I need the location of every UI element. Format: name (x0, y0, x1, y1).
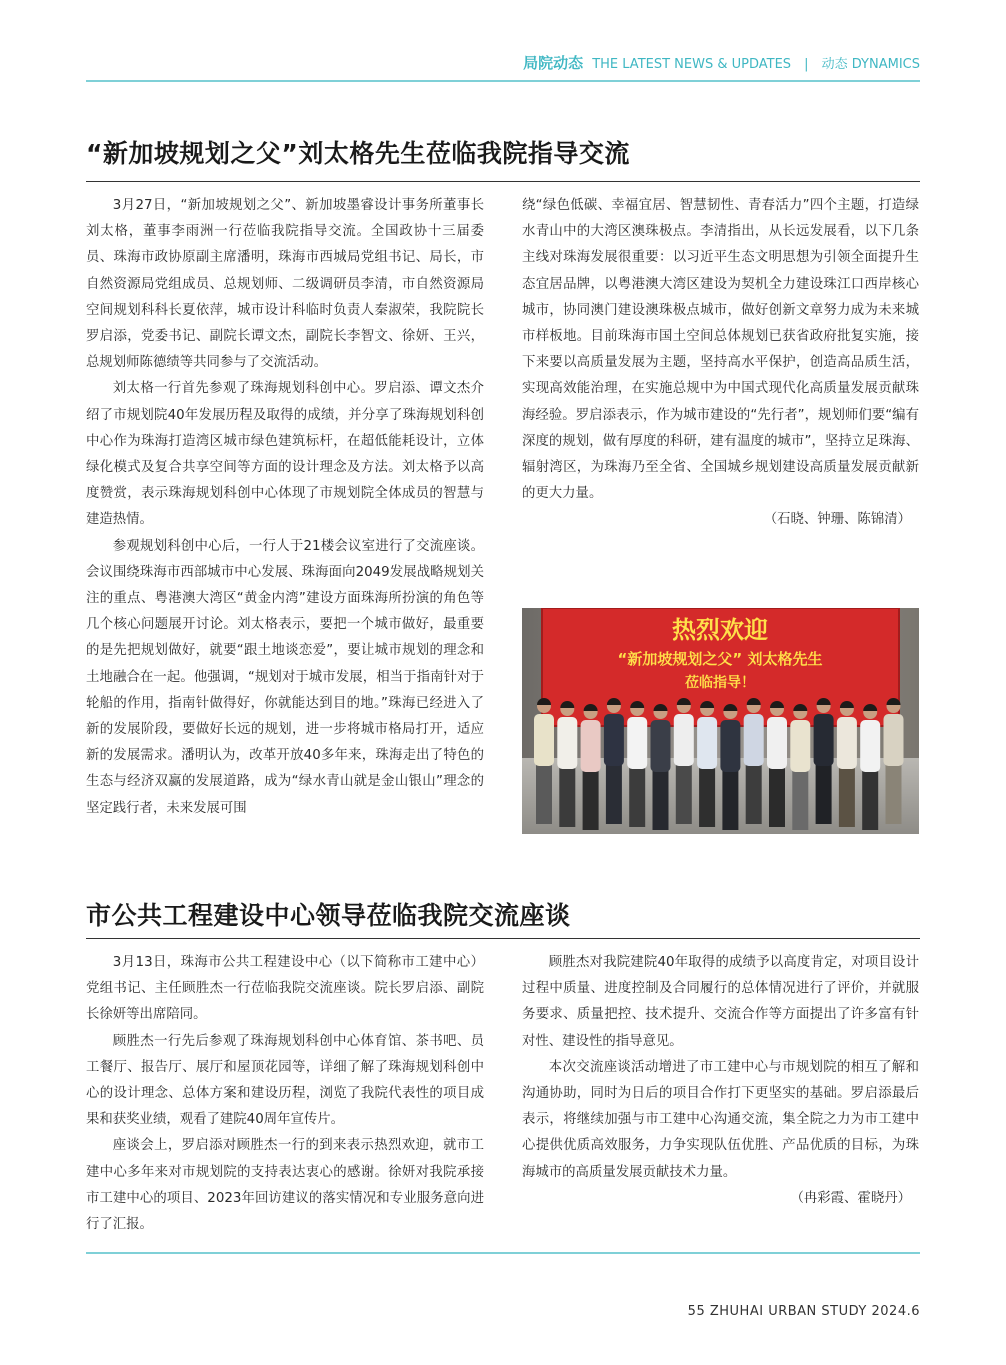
person-figure (674, 698, 694, 824)
article1-left-column (86, 193, 484, 822)
article1-paragraph: 刘太格一行首先参观了珠海规划科创中心。罗启添、谭文杰介绍了市规划院40年发展历程及取得的成绩，并分享了珠海规划科创中心作为珠海打造湾区城市绿色建筑标杆，在超低能耗设计，立体绿化模式及复合共享空间等方面的设计理念及方法。刘太格予以高度赞赏，表示珠海规划科创中心体现了市规划院全体成员的智慧与建造热情。 (86, 381, 484, 528)
article2-paragraph: 座谈会上，罗启添对顾胜杰一行的到来表示热烈欢迎，就市工建中心多年来对市规划院的支持表达衷心的感谢。徐妍对我院承接市工建中心的项目、2023年回访建议的落实情况和专业服务意向进行了汇报。 (86, 1138, 484, 1233)
article1-title-rule (86, 181, 920, 182)
page-number: 55 (687, 1304, 706, 1319)
header-rule (86, 80, 920, 82)
person-figure (860, 704, 880, 830)
article2-left-column (86, 950, 484, 1238)
person-figure (720, 704, 740, 830)
person-figure (581, 704, 601, 830)
article2-paragraph: 本次交流座谈活动增进了市工建中心与市规划院的相互了解和沟通协助，同时为日后的项目合作打下更坚实的基础。罗启添最后表示，将继续加强与市工建中心沟通交流，集全院之力为市工建中心提供优质高效服务，力争实现队伍优胜、产品优质的目标，为珠海城市的高质量发展贡献技术力量。 (522, 1059, 919, 1180)
article2-paragraph: 3月13日，珠海市公共工程建设中心（以下简称市工建中心）党组书记、主任顾胜杰一行莅临我院交流座谈。院长罗启添、副院长徐妍等出席陪同。 (86, 955, 484, 1023)
section-title-en: THE LATEST NEWS & UPDATES (592, 57, 792, 72)
article2-right-column (522, 950, 919, 1212)
person-figure (557, 701, 577, 827)
section-subtitle: 动态 DYNAMICS (821, 57, 920, 72)
person-figure (534, 698, 554, 824)
issue-date: 2024.6 (871, 1304, 920, 1319)
section-title-cn: 局院动态 (523, 54, 584, 72)
group-photo-illustration (522, 608, 919, 834)
article1-signature: （石晓、钟珊、陈锦清） (763, 512, 911, 528)
article2-paragraph: 顾胜杰一行先后参观了珠海规划科创中心体育馆、茶书吧、员工餐厅、报告厅、展厅和屋顶花园等，详细了解了珠海规划科创中心的设计理念、总体方案和建设历程，浏览了我院代表性的项目成果和获奖业绩，观看了建院40周年宣传片。 (86, 1033, 484, 1128)
article1-title: “新加坡规划之父”刘太格先生莅临我院指导交流 (86, 139, 630, 168)
person-figure (697, 701, 717, 827)
article1-right-column (522, 193, 919, 534)
banner-line-2: “新加坡规划之父” 刘太格先生 (617, 650, 823, 668)
article2-title: 市公共工程建设中心领导莅临我院交流座谈 (86, 901, 571, 930)
person-figure (744, 698, 764, 824)
article1-paragraph: 绕“绿色低碳、幸福宜居、智慧韧性、青春活力”四个主题，打造绿水青山中的大湾区澳珠极点。李清指出，从长远发展看，以下几条主线对珠海发展很重要：以习近平生态文明思想为引领全面提升生态宜居品牌，以粤港澳大湾区建设为契机全力建设珠江口西岸核心城市，协同澳门建设澳珠极点城市，做好创新文章努力成为未来城市样板地。目前珠海市国土空间总体规划已获省政府批复实施，接下来要以高质量发展为主题，坚持高水平保护，创造高品质生活，实现高效能治理，在实施总规中为中国式现代化高质量发展贡献珠海经验。罗启添表示，作为城市建设的“先行者”，规划师们要“编有深度的规划，做有厚度的科研，建有温度的城市”，坚持立足珠海、辐射湾区，为珠海乃至全省、全国城乡规划建设高质量发展贡献新的更大力量。 (522, 198, 919, 502)
person-figure (884, 698, 904, 824)
footer-rule (86, 1252, 920, 1254)
group-photo (522, 608, 919, 834)
article1-paragraph: 参观规划科创中心后，一行人于21楼会议室进行了交流座谈。会议围绕珠海市西部城市中心发展、珠海面向2049发展战略规划关注的重点、粤港澳大湾区“黄金内湾”建设方面珠海所扮演的角色等几个核心问题展开讨论。刘太格表示，要把一个城市做好，最重要的是先把规划做好，就要“跟土地谈恋爱”，要让城市规划的理念和土地融合在一起。他强调，“规划对于城市发展，相当于指南针对于轮船的作用，指南针做得好，你就能达到目的地。”珠海已经进入了新的发展阶段，要做好长远的规划，进一步将城市格局打开，适应新的发展需求。潘明认为，改革开放40多年来，珠海走出了特色的生态与经济双赢的发展道路，成为“绿水青山就是金山银山”理念的坚定践行者，未来发展可围 (86, 538, 484, 816)
person-figure (814, 698, 834, 824)
page-footer (688, 1304, 920, 1319)
header-separator: | (804, 57, 809, 72)
article2-title-rule (86, 938, 920, 939)
running-header (86, 52, 920, 80)
person-figure (790, 704, 810, 830)
person-figure (604, 698, 624, 824)
article2-signature: （冉彩霞、霍晓丹） (790, 1190, 911, 1206)
article2-paragraph: 顾胜杰对我院建院40年取得的成绩予以高度肯定，对项目设计过程中质量、进度控制及合同履行的总体情况进行了评价，并就服务要求、质量把控、技术提升、交流合作等方面提出了许多富有针对性、建设性的指导意见。 (522, 955, 919, 1049)
person-figure (767, 701, 787, 827)
person-figure (837, 701, 857, 827)
banner-line-3: 莅临指导！ (685, 675, 755, 691)
article1-paragraph: 3月27日，“新加坡规划之父”、新加坡墨睿设计事务所董事长刘太格，董事李雨洲一行莅临我院指导交流。全国政协十三届委员、珠海市政协原副主席潘明，珠海市西城局党组书记、局长，市自然资源局党组成员、总规划师、二级调研员李清，市自然资源局空间规划科科长夏依萍，城市设计科临时负责人秦淑荣，我院院长罗启添，党委书记、副院长谭文杰，副院长李智文、徐妍、王兴，总规划师陈德绩等共同参与了交流活动。 (86, 198, 484, 371)
person-figure (651, 704, 671, 830)
journal-name: ZHUHAI URBAN STUDY (709, 1304, 867, 1319)
banner-line-1: 热烈欢迎 (672, 616, 768, 644)
person-figure (627, 701, 647, 827)
